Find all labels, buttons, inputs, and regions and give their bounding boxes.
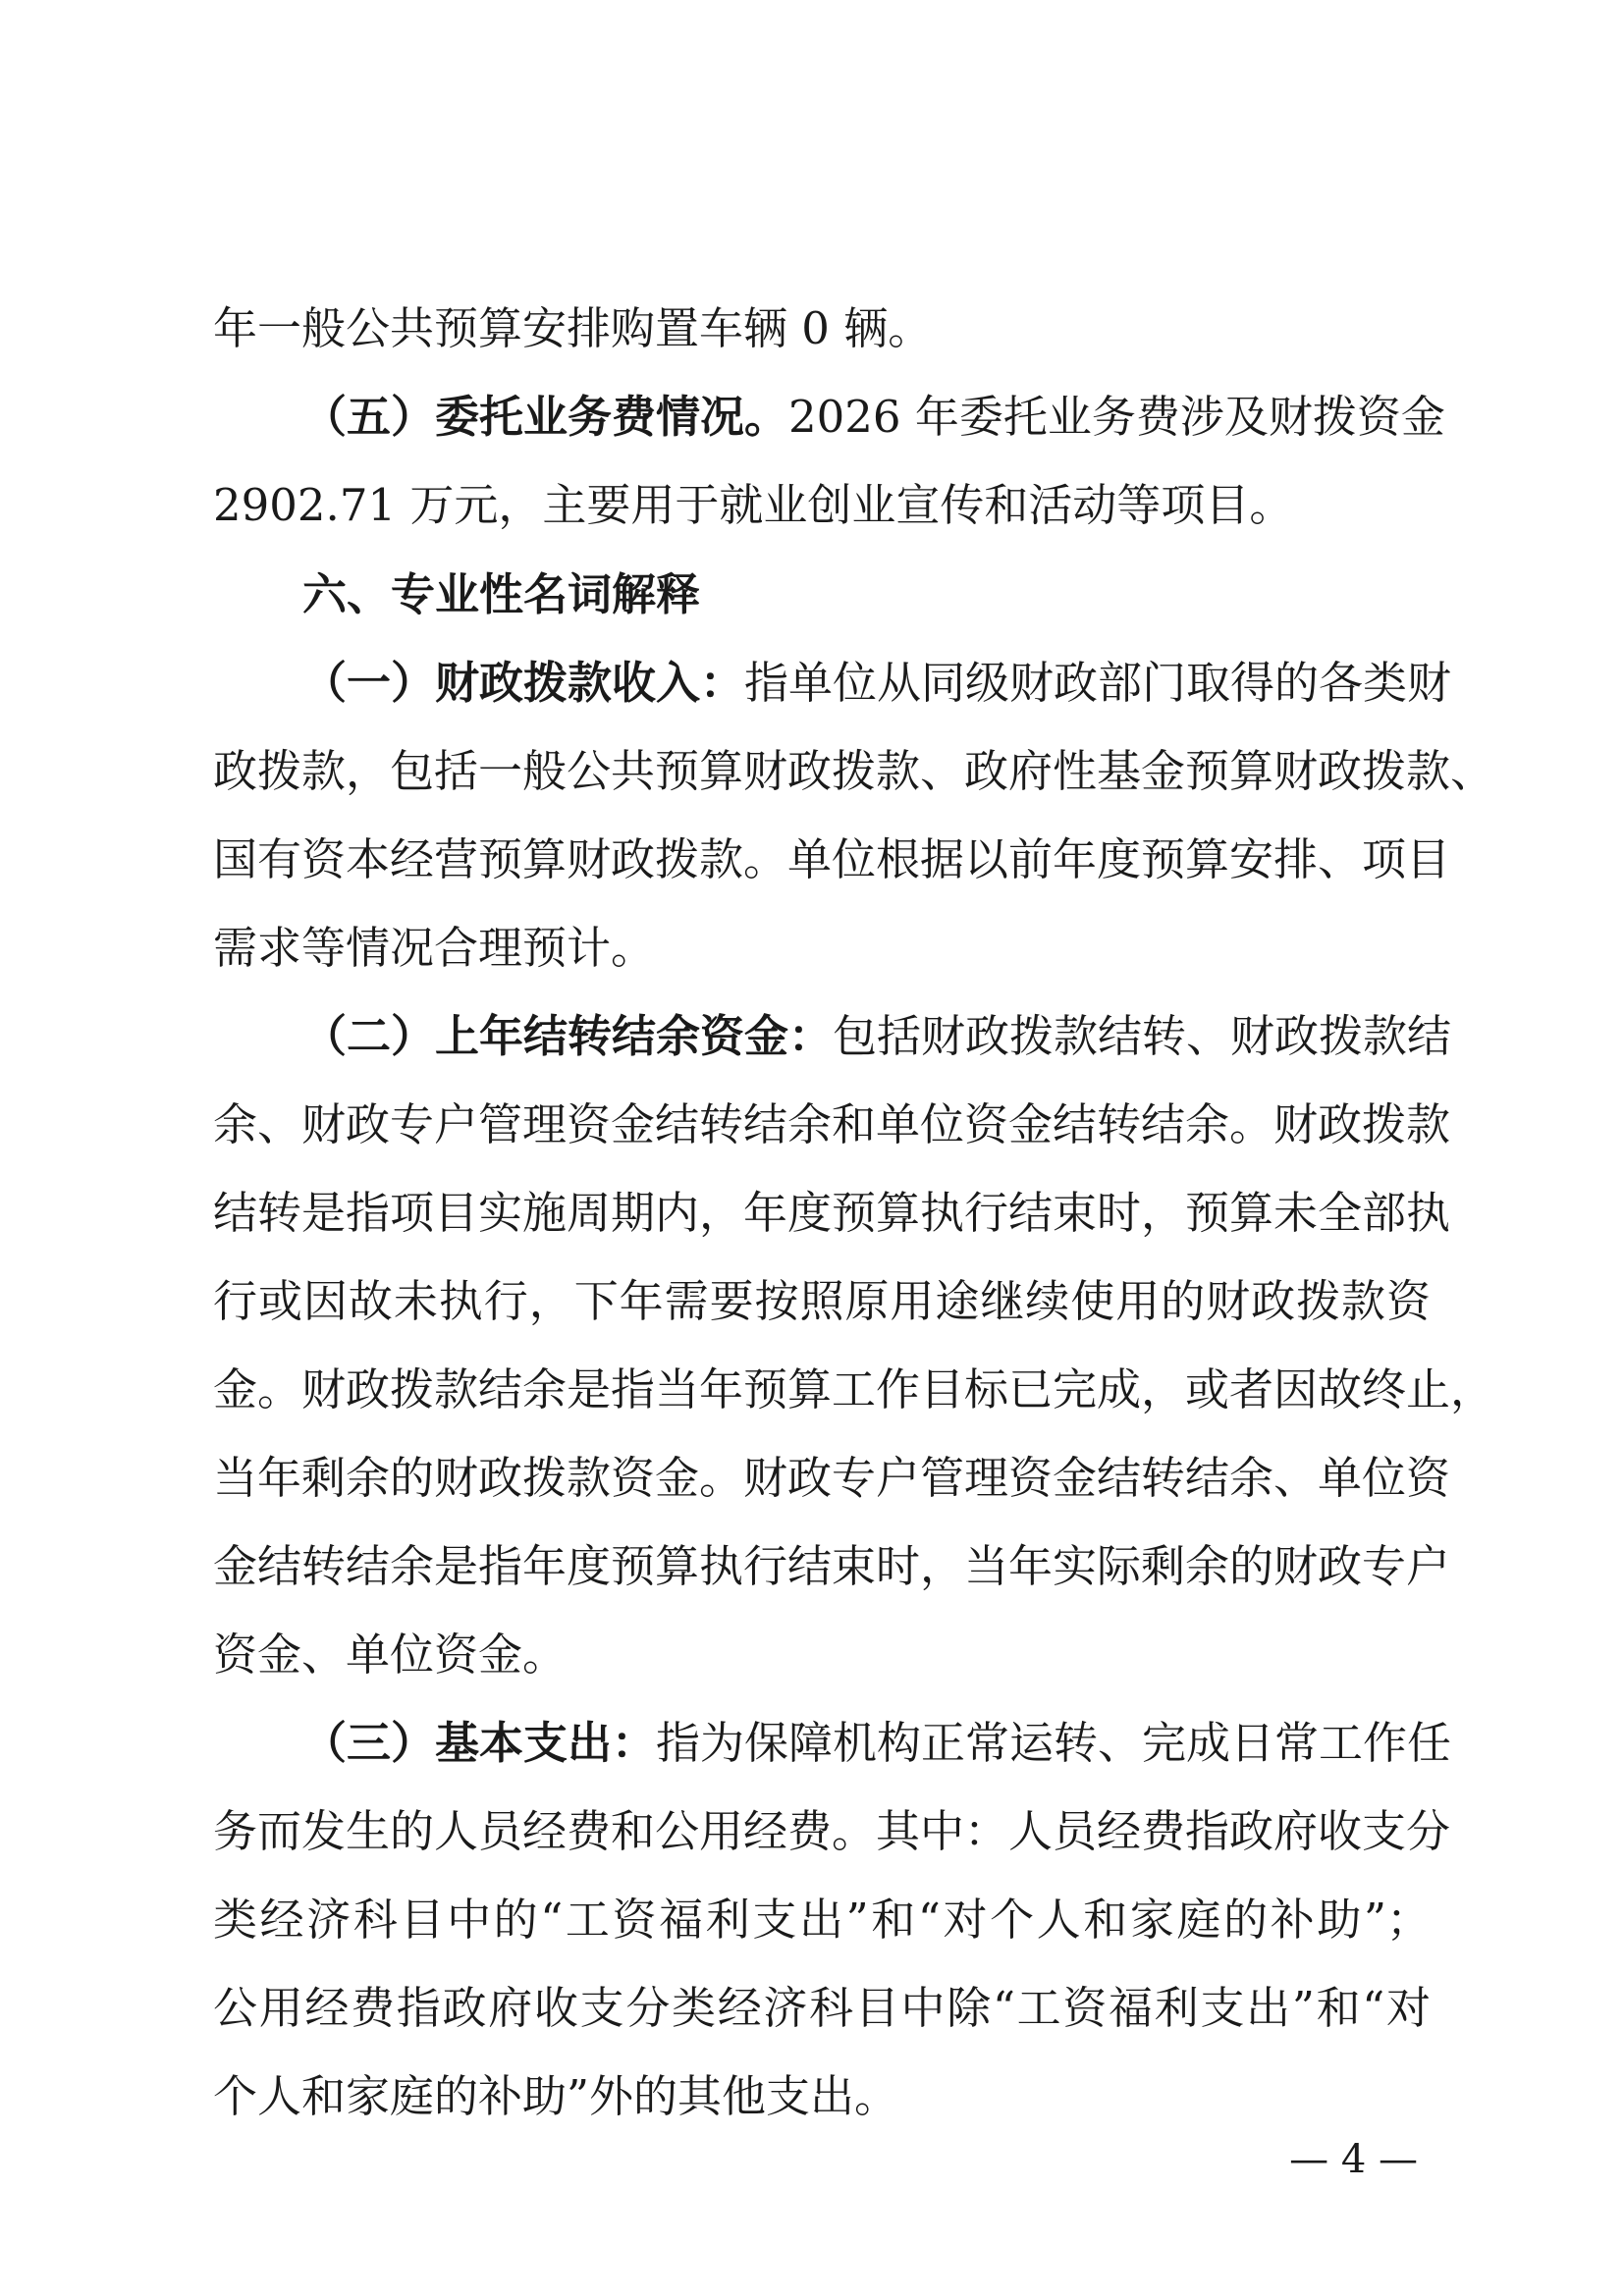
body-line: 需求等情况合理预计。 xyxy=(213,922,656,974)
body-line: 公用经费指政府收支分类经济科目中除“工资福利支出”和“对 xyxy=(213,1982,1431,2034)
body-line xyxy=(302,1704,1452,1783)
body-line: 政拨款，包括一般公共预算财政拨款、政府性基金预算财政拨款、 xyxy=(213,745,1495,797)
body-line: 金。财政拨款结余是指当年预算工作目标已完成，或者因故终止， xyxy=(213,1363,1495,1415)
body-line: 年一般公共预算安排购置车辆 0 辆。 xyxy=(213,302,933,354)
body-text: 指单位从同级财政部门取得的各类财 xyxy=(744,657,1452,709)
body-line xyxy=(302,378,1445,456)
term-label: （三）基本支出： xyxy=(302,1717,657,1769)
body-line: 国有资本经营预算财政拨款。单位根据以前年度预算安排、项目 xyxy=(213,833,1451,885)
body-line xyxy=(302,997,1452,1076)
subsection-lead: （五）委托业务费情况。 xyxy=(302,391,789,443)
term-label: （一）财政拨款收入： xyxy=(302,657,745,709)
body-line: 当年剩余的财政拨款资金。财政专户管理资金结转结余、单位资 xyxy=(213,1452,1451,1504)
body-text: 指为保障机构正常运转、完成日常工作任 xyxy=(656,1717,1452,1769)
body-line: 行或因故未执行，下年需要按照原用途继续使用的财政拨款资 xyxy=(213,1275,1431,1327)
term-label: （二）上年结转结余资金： xyxy=(302,1010,834,1062)
page-number: — 4 — xyxy=(1289,2137,1418,2182)
body-text: 2026 年委托业务费涉及财拨资金 xyxy=(788,391,1445,443)
body-text: 包括财政拨款结转、财政拨款结 xyxy=(833,1010,1452,1062)
body-line: 2902.71 万元，主要用于就业创业宣传和活动等项目。 xyxy=(213,479,1294,531)
body-line: 余、财政专户管理资金结转结余和单位资金结转结余。财政拨款 xyxy=(213,1098,1451,1150)
section-heading: 六、专业性名词解释 xyxy=(302,568,701,620)
body-line: 类经济科目中的“工资福利支出”和“对个人和家庭的补助”； xyxy=(213,1894,1431,1946)
body-line: 务而发生的人员经费和公用经费。其中：人员经费指政府收支分 xyxy=(213,1805,1451,1857)
body-line: 资金、单位资金。 xyxy=(213,1629,568,1681)
body-line: 金结转结余是指年度预算执行结束时，当年实际剩余的财政专户 xyxy=(213,1540,1451,1592)
body-line xyxy=(302,644,1452,722)
body-line: 个人和家庭的补助”外的其他支出。 xyxy=(213,2070,899,2122)
body-line: 结转是指项目实施周期内，年度预算执行结束时，预算未全部执 xyxy=(213,1187,1451,1239)
